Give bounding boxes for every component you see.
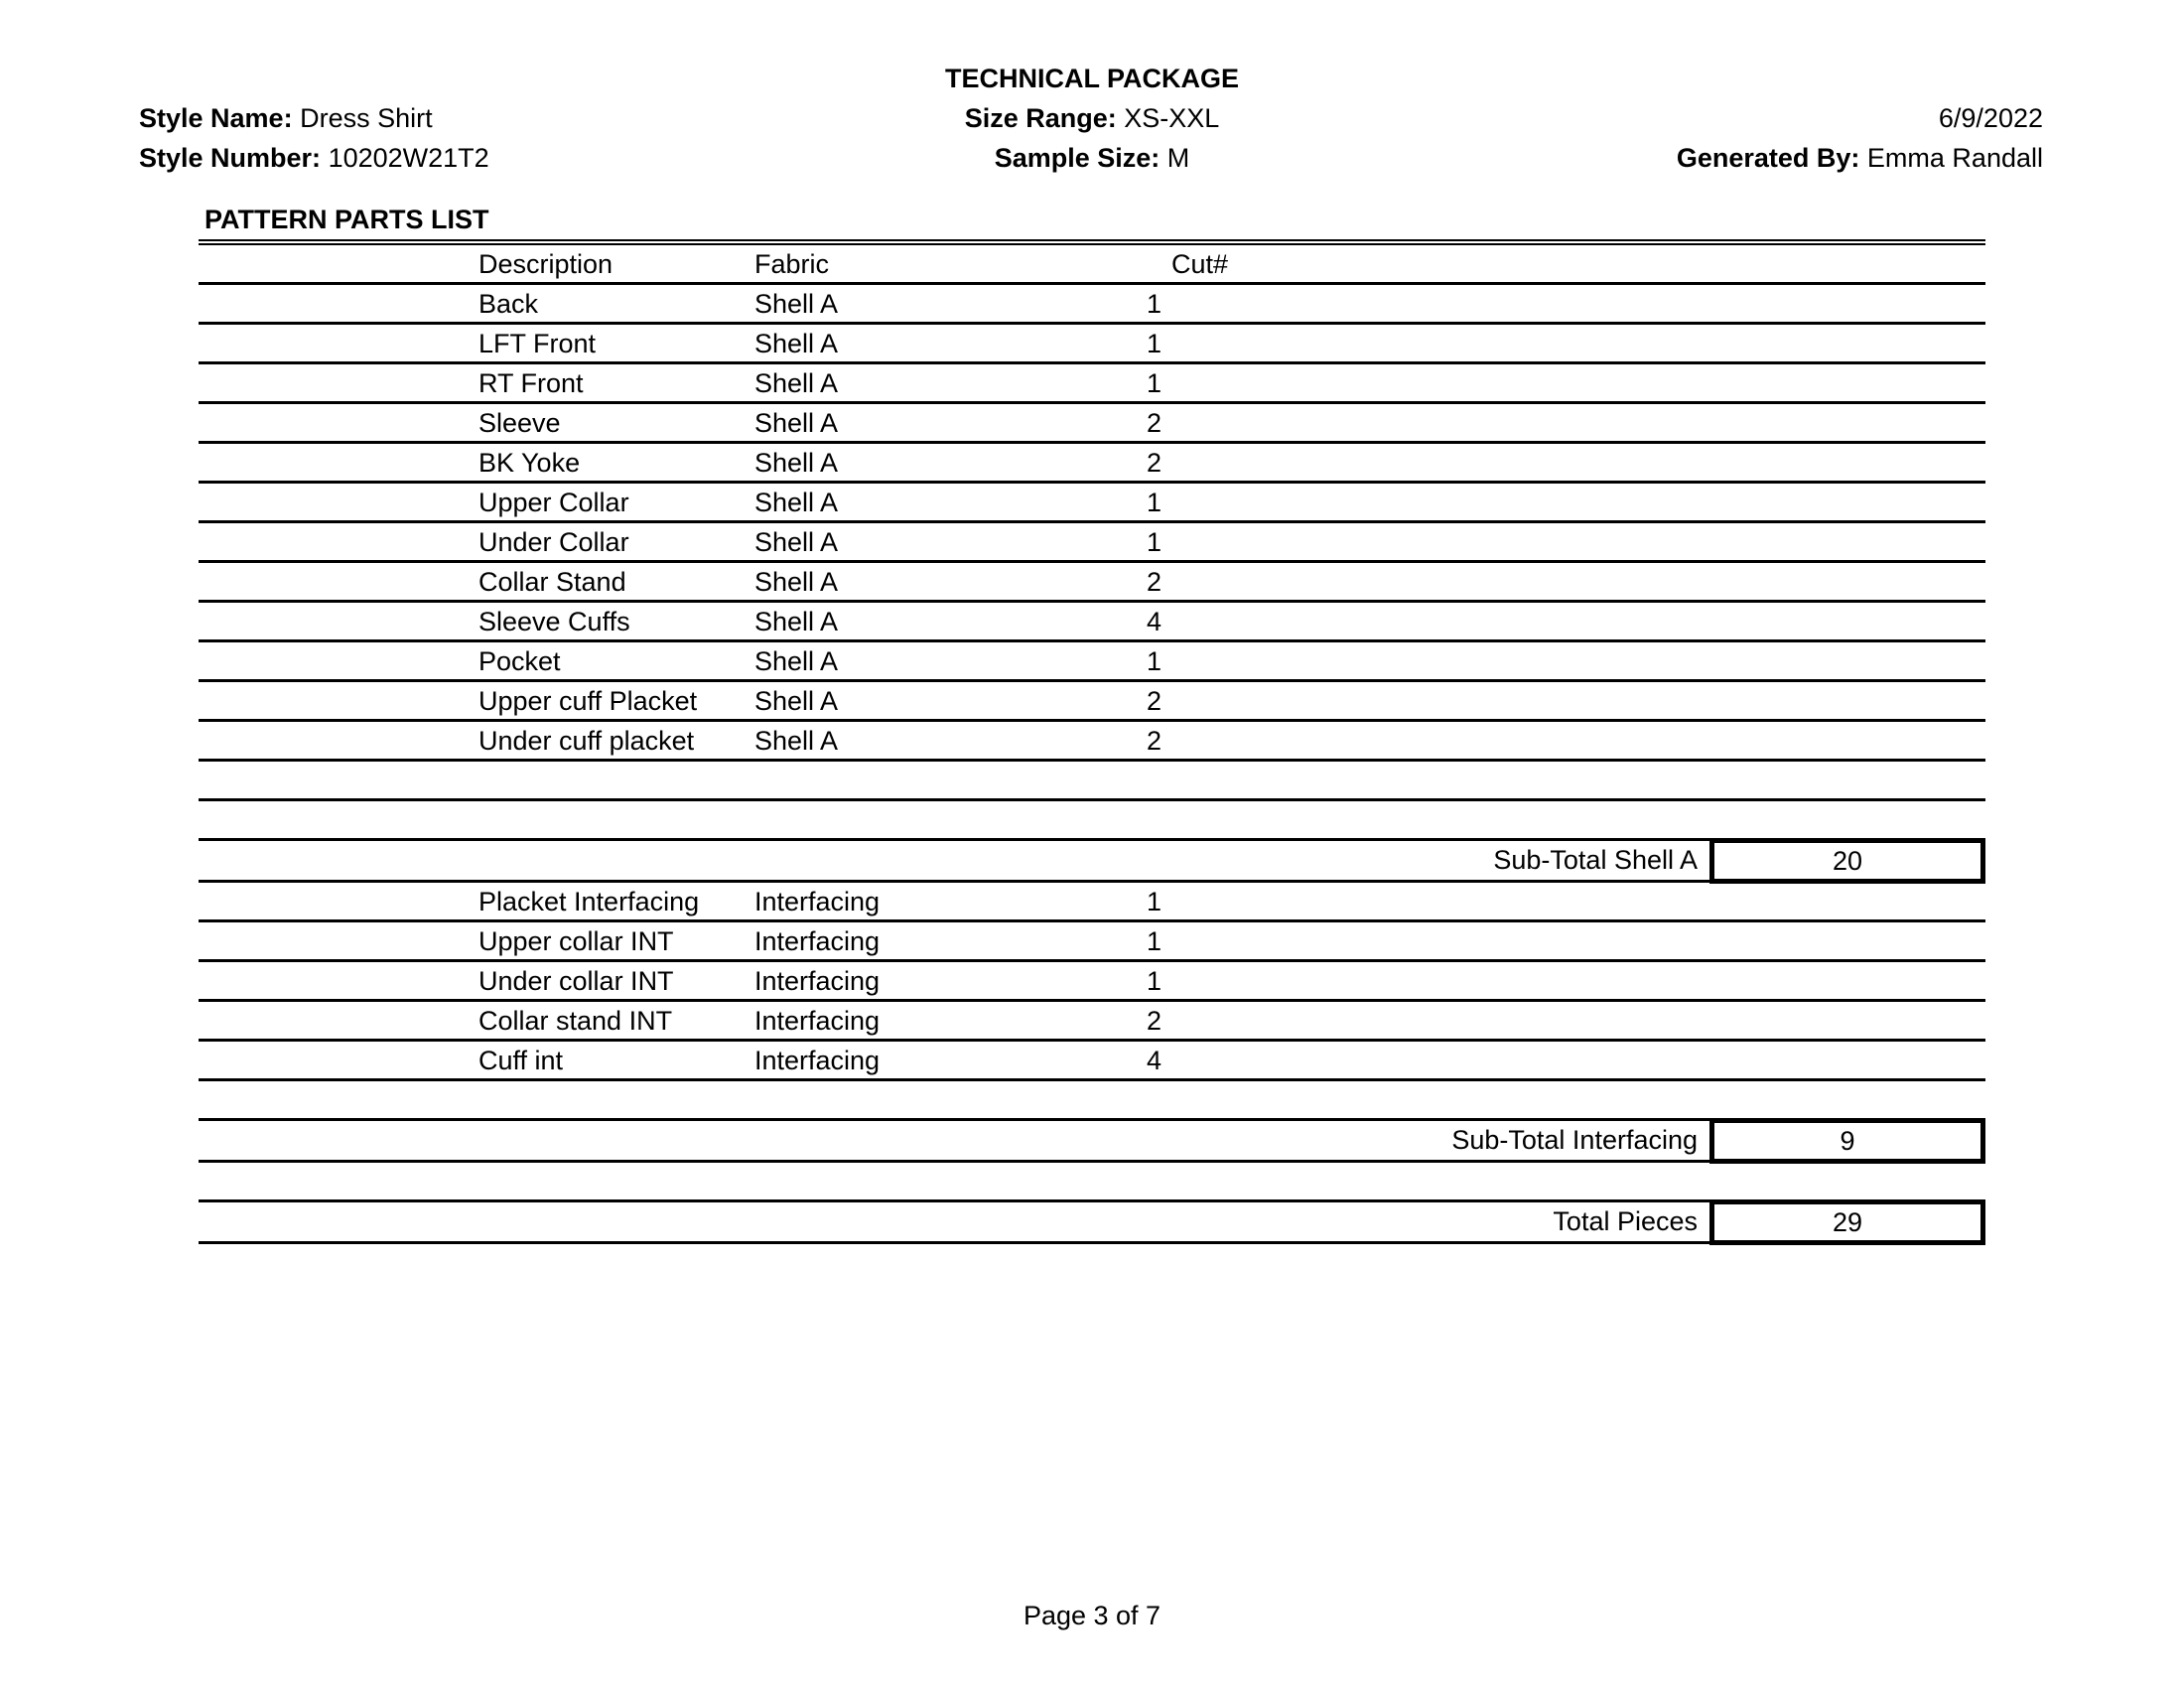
part-description: Sleeve — [478, 408, 561, 438]
part-description: BK Yoke — [478, 448, 581, 478]
empty-row — [199, 1081, 1985, 1121]
part-cut-count: 2 — [1146, 1006, 1161, 1036]
style-name-label: Style Name: — [139, 103, 293, 133]
part-fabric: Interfacing — [754, 926, 881, 956]
table-row — [199, 325, 1985, 364]
part-cut-count: 4 — [1146, 1046, 1161, 1075]
part-fabric: Shell A — [754, 527, 839, 557]
subtotal-shell-value: 20 — [1709, 838, 1985, 884]
part-description: Upper collar INT — [478, 926, 674, 956]
part-description: Placket Interfacing — [478, 887, 700, 916]
table-row — [199, 603, 1985, 642]
part-cut-count: 1 — [1146, 966, 1161, 996]
size-range-label: Size Range: — [964, 103, 1117, 133]
part-cut-count: 1 — [1146, 368, 1161, 398]
part-cut-count: 2 — [1146, 408, 1161, 438]
table-row — [199, 962, 1985, 1002]
subtotal-interfacing-value: 9 — [1709, 1118, 1985, 1164]
generated-by-label: Generated By: — [1676, 143, 1860, 173]
part-cut-count: 1 — [1146, 926, 1161, 956]
column-header-fabric: Fabric — [754, 249, 830, 279]
table-row — [199, 364, 1985, 404]
total-row — [199, 1202, 1985, 1244]
sample-size-label: Sample Size: — [994, 143, 1160, 173]
part-description: Under cuff placket — [478, 726, 695, 756]
part-cut-count: 2 — [1146, 448, 1161, 478]
part-fabric: Shell A — [754, 488, 839, 517]
column-header-cut: Cut# — [1171, 249, 1229, 279]
sample-size-value: M — [1166, 143, 1190, 173]
empty-row — [199, 801, 1985, 841]
part-fabric: Shell A — [754, 448, 839, 478]
subtotal-shell-row — [199, 841, 1985, 883]
document-date: 6/9/2022 — [1938, 103, 2043, 133]
table-row — [199, 722, 1985, 762]
part-description: RT Front — [478, 368, 584, 398]
part-description: Collar Stand — [478, 567, 626, 597]
pattern-parts-table — [199, 239, 1985, 1244]
part-description: Cuff int — [478, 1046, 564, 1075]
part-description: LFT Front — [478, 329, 597, 358]
subtotal-interfacing-row — [199, 1121, 1985, 1163]
table-row — [199, 404, 1985, 444]
part-description: Back — [478, 289, 539, 319]
table-row — [199, 922, 1985, 962]
part-fabric: Shell A — [754, 329, 839, 358]
part-cut-count: 2 — [1146, 726, 1161, 756]
part-fabric: Shell A — [754, 567, 839, 597]
part-fabric: Shell A — [754, 646, 839, 676]
part-fabric: Interfacing — [754, 966, 881, 996]
table-row — [199, 883, 1985, 922]
part-description: Pocket — [478, 646, 561, 676]
table-row — [199, 1002, 1985, 1042]
generated-by — [1677, 143, 2043, 174]
shell-rows — [199, 285, 1985, 762]
table-row — [199, 444, 1985, 484]
part-cut-count: 1 — [1146, 289, 1161, 319]
page-number: Page 3 of 7 — [1023, 1601, 1161, 1630]
part-description: Under collar INT — [478, 966, 674, 996]
part-cut-count: 1 — [1146, 527, 1161, 557]
total-value: 29 — [1709, 1199, 1985, 1245]
empty-row — [199, 1163, 1985, 1202]
part-cut-count: 4 — [1146, 607, 1161, 636]
part-fabric: Shell A — [754, 368, 839, 398]
style-number-label: Style Number: — [139, 143, 322, 173]
part-cut-count: 1 — [1146, 646, 1161, 676]
part-fabric: Shell A — [754, 289, 839, 319]
part-description: Upper cuff Placket — [478, 686, 698, 716]
style-number-value: 10202W21T2 — [328, 143, 489, 173]
part-fabric: Shell A — [754, 607, 839, 636]
section-title: PATTERN PARTS LIST — [205, 205, 489, 234]
part-cut-count: 2 — [1146, 567, 1161, 597]
part-fabric: Shell A — [754, 408, 839, 438]
part-cut-count: 1 — [1146, 488, 1161, 517]
interfacing-rows — [199, 883, 1985, 1081]
part-fabric: Interfacing — [754, 1046, 881, 1075]
generated-by-value: Emma Randall — [1866, 143, 2043, 173]
part-cut-count: 2 — [1146, 686, 1161, 716]
part-description: Sleeve Cuffs — [478, 607, 630, 636]
table-row — [199, 563, 1985, 603]
table-row — [199, 523, 1985, 563]
part-description: Upper Collar — [478, 488, 629, 517]
size-range-value: XS-XXL — [1124, 103, 1220, 133]
total-label: Total Pieces — [1553, 1206, 1698, 1236]
style-name-value: Dress Shirt — [300, 103, 433, 133]
part-fabric: Shell A — [754, 686, 839, 716]
table-row — [199, 1042, 1985, 1081]
part-fabric: Shell A — [754, 726, 839, 756]
subtotal-interfacing-label: Sub-Total Interfacing — [1451, 1125, 1698, 1155]
column-header-description: Description — [478, 249, 614, 279]
document-title: TECHNICAL PACKAGE — [944, 64, 1239, 93]
part-description: Collar stand INT — [478, 1006, 673, 1036]
part-fabric: Interfacing — [754, 887, 881, 916]
part-cut-count: 1 — [1146, 329, 1161, 358]
table-row — [199, 484, 1985, 523]
table-row — [199, 642, 1985, 682]
subtotal-shell-label: Sub-Total Shell A — [1493, 845, 1698, 875]
part-fabric: Interfacing — [754, 1006, 881, 1036]
empty-row — [199, 762, 1985, 801]
table-header-row — [199, 239, 1985, 285]
part-description: Under Collar — [478, 527, 629, 557]
part-cut-count: 1 — [1146, 887, 1161, 916]
table-row — [199, 682, 1985, 722]
table-row — [199, 285, 1985, 325]
size-range — [0, 103, 2184, 134]
